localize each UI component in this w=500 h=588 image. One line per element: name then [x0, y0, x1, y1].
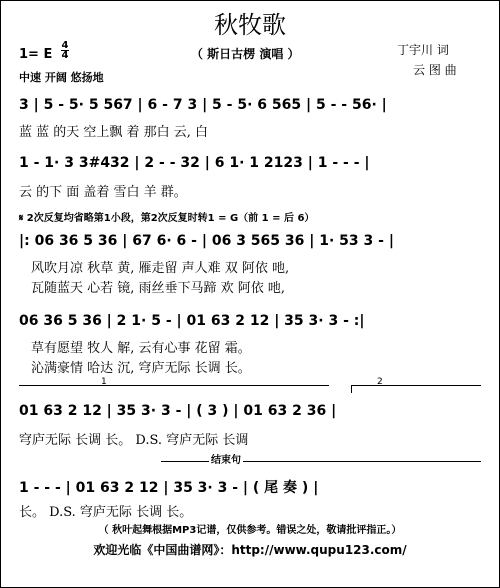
notation-line-3: |: 06 36 5 36 | 67 6· 6 - | 06 3 565 36 | 1· 53 3 - | — [19, 233, 394, 249]
lyric-line-3a: 风吹月凉 秋草 黄, 雁走留 声人难 双 阿依 吔, — [31, 261, 290, 276]
time-signature-top: 4 — [61, 40, 69, 51]
notation-line-1: 3 | 5 - 5· 5 567 | 6 - 7 3 | 5 - 5· 6 565 | 5 - - 56· | — [19, 97, 387, 113]
notation-line-5: 01 63 2 12 | 35 3· 3 - | ( 3 ) | 01 63 2 36 | — [19, 403, 337, 419]
tempo-marking: 中速 开阔 悠扬地 — [19, 71, 104, 84]
lyric-line-2: 云 的下 面 盖着 雪白 羊 群。 — [19, 185, 187, 200]
key-signature: 1= E — [19, 47, 53, 62]
lyric-line-4a: 草有愿望 牧人 解, 云有心事 花留 霜。 — [31, 341, 251, 356]
lyric-line-1: 蓝 蓝 的天 空上飘 着 那白 云, 白 — [19, 125, 209, 140]
volta-1-bracket — [19, 385, 329, 386]
lyric-line-3b: 瓦随蓝天 心若 镜, 雨丝垂下马蹄 欢 阿依 吔, — [31, 281, 286, 296]
notation-line-2: 1 - 1· 3 3#432 | 2 - - 32 | 6 1· 1 2123 | 1 - - - | — [19, 155, 370, 171]
notation-line-4: 06 36 5 36 | 2 1· 5 - | 01 63 2 12 | 35 3· 3 - :| — [19, 313, 365, 329]
lyric-line-6: 长。 D.S. 穹庐无际 长调 长。 — [19, 505, 193, 520]
transcriber-note: （ 秋叶起舞根据MP3记谱，仅供参考。错误之处，敬请批评指正。） — [98, 525, 402, 536]
volta-1-label: 1 — [101, 377, 107, 387]
lyricist-credit: 丁宇川 词 — [397, 43, 449, 57]
time-signature-bottom: 4 — [61, 50, 69, 61]
composer-credit: 云 图 曲 — [413, 63, 457, 77]
repeat-instruction-text: 2次反复均省略第1小段，第2次反复时转1 = G（前 1 = 后 6） — [26, 213, 315, 224]
lyric-line-5: 穹庐无际 长调 长。 D.S. 穹庐无际 长调 — [19, 433, 249, 448]
volta-2-bracket — [351, 385, 481, 386]
site-credit: 欢迎光临《中国曲谱网》：http://www.qupu123.com/ — [93, 543, 407, 557]
lyric-line-4b: 沁满豪情 哈达 沉, 穹庐无际 长调 长。 — [31, 361, 251, 376]
ending-label: 结束句 — [209, 451, 243, 466]
volta-2-bracket-start — [351, 385, 352, 393]
repeat-instruction — [19, 209, 314, 224]
volta-2-label: 2 — [377, 377, 383, 387]
segno-icon: 𝄋 — [19, 213, 27, 224]
time-signature — [61, 41, 69, 60]
singer-credit: （ 斯日古楞 演唱 ） — [191, 47, 300, 61]
song-title: 秋牧歌 — [214, 11, 286, 39]
notation-line-6: 1 - - - | 01 63 2 12 | 35 3· 3 - | ( 尾 奏 ) | — [19, 480, 319, 496]
